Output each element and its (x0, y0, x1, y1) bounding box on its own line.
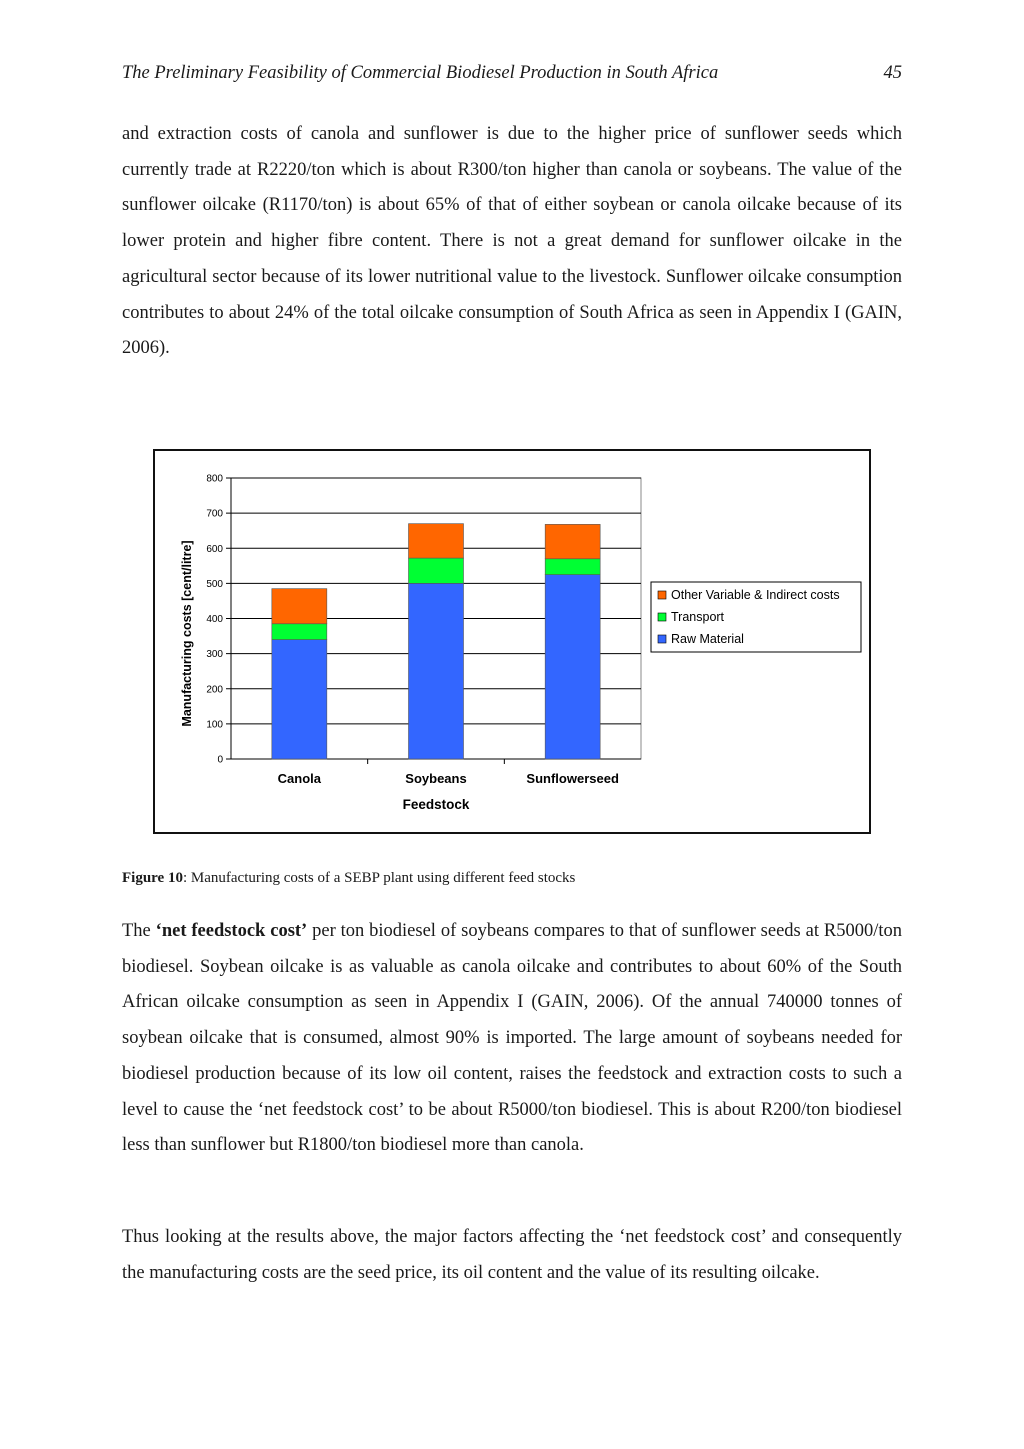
bar-transport-sunflowerseed (545, 559, 600, 575)
body-paragraph-3: Thus looking at the results above, the major factors affecting the ‘net feedstock cost’ and consequently the manufacturing costs are the seed price, its oil content and the value of its resulting oilcake. (122, 1227, 902, 1283)
paragraph2-lead: The (122, 921, 156, 941)
stacked-bar-chart (155, 451, 869, 832)
bar-raw-material-canola (272, 640, 327, 759)
figure-label: Figure 10 (122, 870, 183, 886)
body-paragraph-1: and extraction costs of canola and sunflower is due to the higher price of sunflower seeds which currently trade at R2220/ton which is about R300/ton higher than canola or soybeans. The value of the sunflower oilcake (R1170/ton) is about 65% of that of either soybean or canola oilcake because of its lower protein and higher fibre content. There is not a great demand for sunflower oilcake in the agricultural sector because of its lower nutritional value to the livestock. Sunflower oilcake consumption contributes to about 24% of the total oilcake consumption of South Africa as seen in Appendix I (GAIN, 2006). (122, 124, 902, 359)
x-category-label: Sunflowerseed (526, 771, 619, 786)
y-tick-label: 400 (206, 614, 223, 625)
legend-swatch (658, 591, 666, 599)
page-number: 45 (883, 63, 902, 83)
y-tick-label: 800 (206, 473, 223, 485)
bar-raw-material-sunflowerseed (545, 575, 600, 759)
running-header (122, 63, 902, 87)
y-tick-label: 100 (206, 719, 223, 731)
bar-other-variable-indirect-costs-sunflowerseed (545, 524, 600, 558)
figure-caption-text: : Manufacturing costs of a SEBP plant using different feed stocks (182, 870, 576, 886)
header-title: The Preliminary Feasibility of Commercial Biodiesel Production in South Africa (122, 63, 719, 83)
y-axis-title: Manufacturing costs [cent/litre] (180, 540, 194, 727)
x-axis-title: Feedstock (402, 797, 470, 812)
body-paragraph-2 (122, 914, 902, 1164)
figure-chart (153, 449, 871, 834)
y-tick-label: 700 (206, 508, 223, 520)
paragraph2-rest: per ton biodiesel of soybeans compares to that of sunflower seeds at R5000/ton biodiesel. Soybean oilcake is as valuable as canola oilcake and contributes to about 60% of the South African oilcake consumption as seen in Appendix I (GAIN, 2006). Of the annual 740000 tonnes of soybean oilcake that is consumed, almost 90% is imported. The large amount of soybeans needed for biodiesel production because of its low oil content, raises the feedstock and extraction costs to such a level to cause the ‘net feedstock cost’ to be about R5000/ton biodiesel. This is about R200/ton biodiesel less than sunflower but R1800/ton biodiesel more than canola. (122, 921, 902, 1156)
legend-label: Other Variable & Indirect costs (671, 588, 840, 602)
paragraph2-bold-term: ‘net feedstock cost’ (155, 921, 308, 941)
legend-label: Transport (671, 610, 725, 624)
y-tick-label: 200 (206, 684, 223, 696)
bar-transport-canola (272, 624, 327, 640)
y-tick-label: 600 (206, 543, 223, 555)
y-tick-label: 0 (217, 754, 223, 766)
x-category-label: Soybeans (405, 771, 467, 786)
y-tick-label: 300 (206, 649, 223, 661)
legend-swatch (658, 635, 666, 643)
bar-raw-material-soybeans (409, 583, 464, 759)
bar-other-variable-indirect-costs-canola (272, 589, 327, 624)
figure-caption (122, 870, 575, 887)
x-category-label: Canola (277, 771, 322, 786)
legend-label: Raw Material (671, 632, 744, 646)
bar-transport-soybeans (409, 558, 464, 583)
legend-swatch (658, 613, 666, 621)
bar-other-variable-indirect-costs-soybeans (409, 524, 464, 558)
y-tick-label: 500 (206, 578, 223, 590)
